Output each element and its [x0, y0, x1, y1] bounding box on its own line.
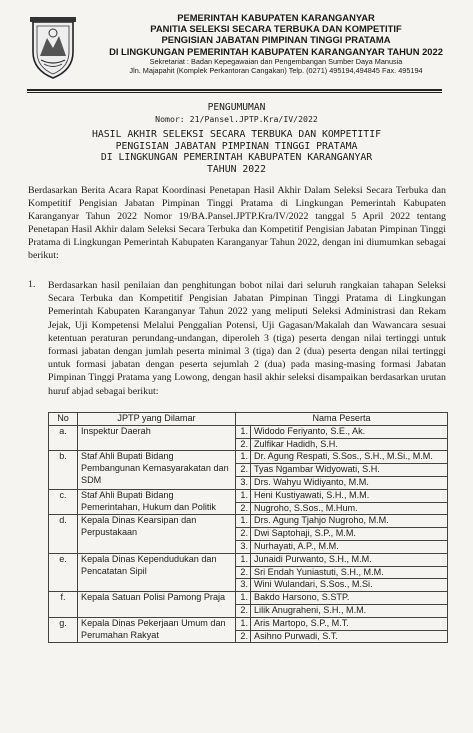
participant-rank: 1. — [236, 489, 251, 502]
table-row — [49, 617, 448, 630]
position-name: Kepala Dinas Kependudukan dan Pencatatan Sipil — [78, 553, 236, 591]
participant-name: Lilik Anugraheni, S.H., M.M. — [251, 604, 448, 617]
participant-name: Junaidi Purwanto, S.H., M.M. — [251, 553, 448, 566]
letterhead — [0, 8, 473, 94]
announcement-heading — [60, 129, 413, 175]
letterhead-scope: DI LINGKUNGAN PEMERINTAH KABUPATEN KARANGANYAR TAHUN 2022 — [109, 45, 443, 57]
table-row — [49, 515, 448, 528]
participant-rank: 2. — [236, 566, 251, 579]
participant-name: Bakdo Harsono, S.STP. — [251, 592, 448, 605]
position-name: Staf Ahli Bupati Bidang Pembangunan Kemasyarakatan dan SDM — [78, 451, 236, 489]
participant-rank: 3. — [236, 540, 251, 553]
announcement-number: Nomor: 21/Pansel.JPTP.Kra/IV/2022 — [155, 114, 318, 124]
row-letter: c. — [49, 489, 78, 515]
participant-rank: 1. — [236, 617, 251, 630]
row-letter: f. — [49, 592, 78, 618]
list-item-text: Berdasarkan hasil penilaian dan penghitungan bobot nilai dari seluruh rangkaian tahapan Seleksi Secara Terbuka dan Kompetitif Pengisian Jabatan Pimpinan Tinggi Pratama di Lingkungan Pemerintah Kabupaten Karanganyar Tahun 2022 yang meliputi Seleksi Administrasi dan Rekam Jejak, Uji Kompetensi Melalui Penggalian Potensi, Uji Gagasan/Makalah dan Wawancara sesuai ketentuan peraturan perundang-undangan, diperoleh 3 (tiga) peserta dengan nilai tertinggi untuk formasi jabatan dengan jumlah peserta minimal 3 (tiga) dan 2 (dua) peserta dengan nilai tertinggi untuk formasi jabatan dengan peserta sejumlah 2 (dua) pada masing-masing formasi Jabatan Pimpinan Tinggi Pratama yang Lowong, dengan hasil akhir seleksi disampaikan berdasarkan urutan huruf abjad sebagai berikut: — [48, 280, 446, 397]
participant-rank: 2. — [236, 604, 251, 617]
participant-rank: 3. — [236, 579, 251, 592]
participant-name: Aris Martopo, S.P., M.T. — [251, 617, 448, 630]
letterhead-address: Jln. Majapahit (Komplek Perkantoran Cangakan) Telp. (0271) 495194,494845 Fax. 495194 — [129, 66, 423, 76]
position-name: Kepala Satuan Polisi Pamong Praja — [78, 592, 236, 618]
participant-rank: 2. — [236, 464, 251, 477]
heading-line: TAHUN 2022 — [207, 163, 266, 175]
participant-rank: 1. — [236, 592, 251, 605]
table-body — [49, 425, 448, 643]
row-letter: b. — [49, 451, 78, 489]
participant-name: Dwi Saptohaji, S.P., M.M. — [251, 528, 448, 541]
participant-rank: 1. — [236, 515, 251, 528]
header-participant: Nama Peserta — [236, 413, 448, 426]
participant-rank: 2. — [236, 438, 251, 451]
letterhead-position: PENGISIAN JABATAN PIMPINAN TINGGI PRATAMA — [161, 34, 391, 46]
table-row — [49, 451, 448, 464]
regency-emblem-logo — [28, 14, 78, 80]
participant-name: Asihno Purwadi, S.T. — [251, 630, 448, 643]
position-name: Inspektur Daerah — [78, 425, 236, 451]
participant-name: Zulfikar Hadidh, S.H. — [251, 438, 448, 451]
position-name: Staf Ahli Bupati Bidang Pemerintahan, Hukum dan Politik — [78, 489, 236, 515]
heading-line: HASIL AKHIR SELEKSI SECARA TERBUKA DAN KOMPETITIF — [91, 129, 381, 140]
participant-rank: 2. — [236, 630, 251, 643]
letterhead-committee: PANITIA SELEKSI SECARA TERBUKA DAN KOMPETITIF — [150, 23, 402, 35]
participant-name: Dr. Agung Respati, S.Sos., S.H., M.Si., M.M. — [251, 451, 448, 464]
row-letter: d. — [49, 515, 78, 553]
heading-line: PENGISIAN JABATAN PIMPINAN TINGGI PRATAMA — [115, 140, 358, 152]
results-table — [48, 412, 448, 643]
participant-name: Wini Wulandari, S.Sos., M.Si. — [251, 579, 448, 592]
table-row — [49, 489, 448, 502]
participant-name: Widodo Feriyanto, S.E., Ak. — [251, 425, 448, 438]
position-name: Kepala Dinas Pekerjaan Umum dan Perumahan Rakyat — [78, 617, 236, 643]
table-header-row — [49, 413, 448, 426]
participant-rank: 2. — [236, 502, 251, 515]
header-position: JPTP yang Dilamar — [78, 413, 236, 426]
announcement-title: PENGUMUMAN — [207, 102, 266, 113]
row-letter: g. — [49, 617, 78, 643]
list-item-number: 1. — [28, 279, 36, 290]
participant-rank: 1. — [236, 425, 251, 438]
table-row — [49, 553, 448, 566]
participant-name: Sri Endah Yuniastuti, S.H., M.M. — [251, 566, 448, 579]
participant-name: Nugroho, S.Sos., M.Hum. — [251, 502, 448, 515]
heading-line: DI LINGKUNGAN PEMERINTAH KABUPATEN KARANGANYAR — [100, 152, 373, 163]
row-letter: e. — [49, 553, 78, 591]
position-name: Kepala Dinas Kearsipan dan Perpustakaan — [78, 515, 236, 553]
participant-name: Heni Kustiyawati, S.H., M.M. — [251, 489, 448, 502]
letterhead-secretariat: Sekretariat : Badan Kepegawaian dan Pengembangan Sumber Daya Manusia — [149, 56, 403, 66]
participant-name: Drs. Wahyu Widiyanto, M.M. — [251, 476, 448, 489]
participant-rank: 3. — [236, 476, 251, 489]
row-letter: a. — [49, 425, 78, 451]
intro-paragraph: Berdasarkan Berita Acara Rapat Koordinasi Penetapan Hasil Akhir Dalam Seleksi Secara Terbuka dan Kompetitif Pengisian Jabatan Pimpinan Tinggi Pratama di Lingkungan Pemerintah Kabupaten Karanganyar Tahun 2022 Nomor 19/BA.Pansel.JPTP.Kra/IV/2022 tanggal 5 April 2022 tentang Penetapan Hasil Akhir dalam Seleksi Secara Terbuka dan Kompetitif Pengisian Jabatan Pimpinan Tinggi Pratama di Lingkungan Pemerintah Kabupaten Karanganyar Tahun 2022, dengan ini diumumkan sebagai berikut: — [28, 185, 446, 262]
letterhead-government: PEMERINTAH KABUPATEN KARANGANYAR — [177, 12, 375, 23]
participant-rank: 1. — [236, 553, 251, 566]
header-no: No — [49, 413, 78, 426]
participant-rank: 1. — [236, 451, 251, 464]
participant-name: Drs. Agung Tjahjo Nugroho, M.M. — [251, 515, 448, 528]
letterhead-rule — [27, 89, 442, 91]
participant-name: Tyas Ngambar Widyowati, S.H. — [251, 464, 448, 477]
table-row — [49, 425, 448, 438]
table-row — [49, 592, 448, 605]
participant-name: Nurhayati, A.P., M.M. — [251, 540, 448, 553]
participant-rank: 2. — [236, 528, 251, 541]
letterhead-rule-thin — [27, 92, 442, 93]
